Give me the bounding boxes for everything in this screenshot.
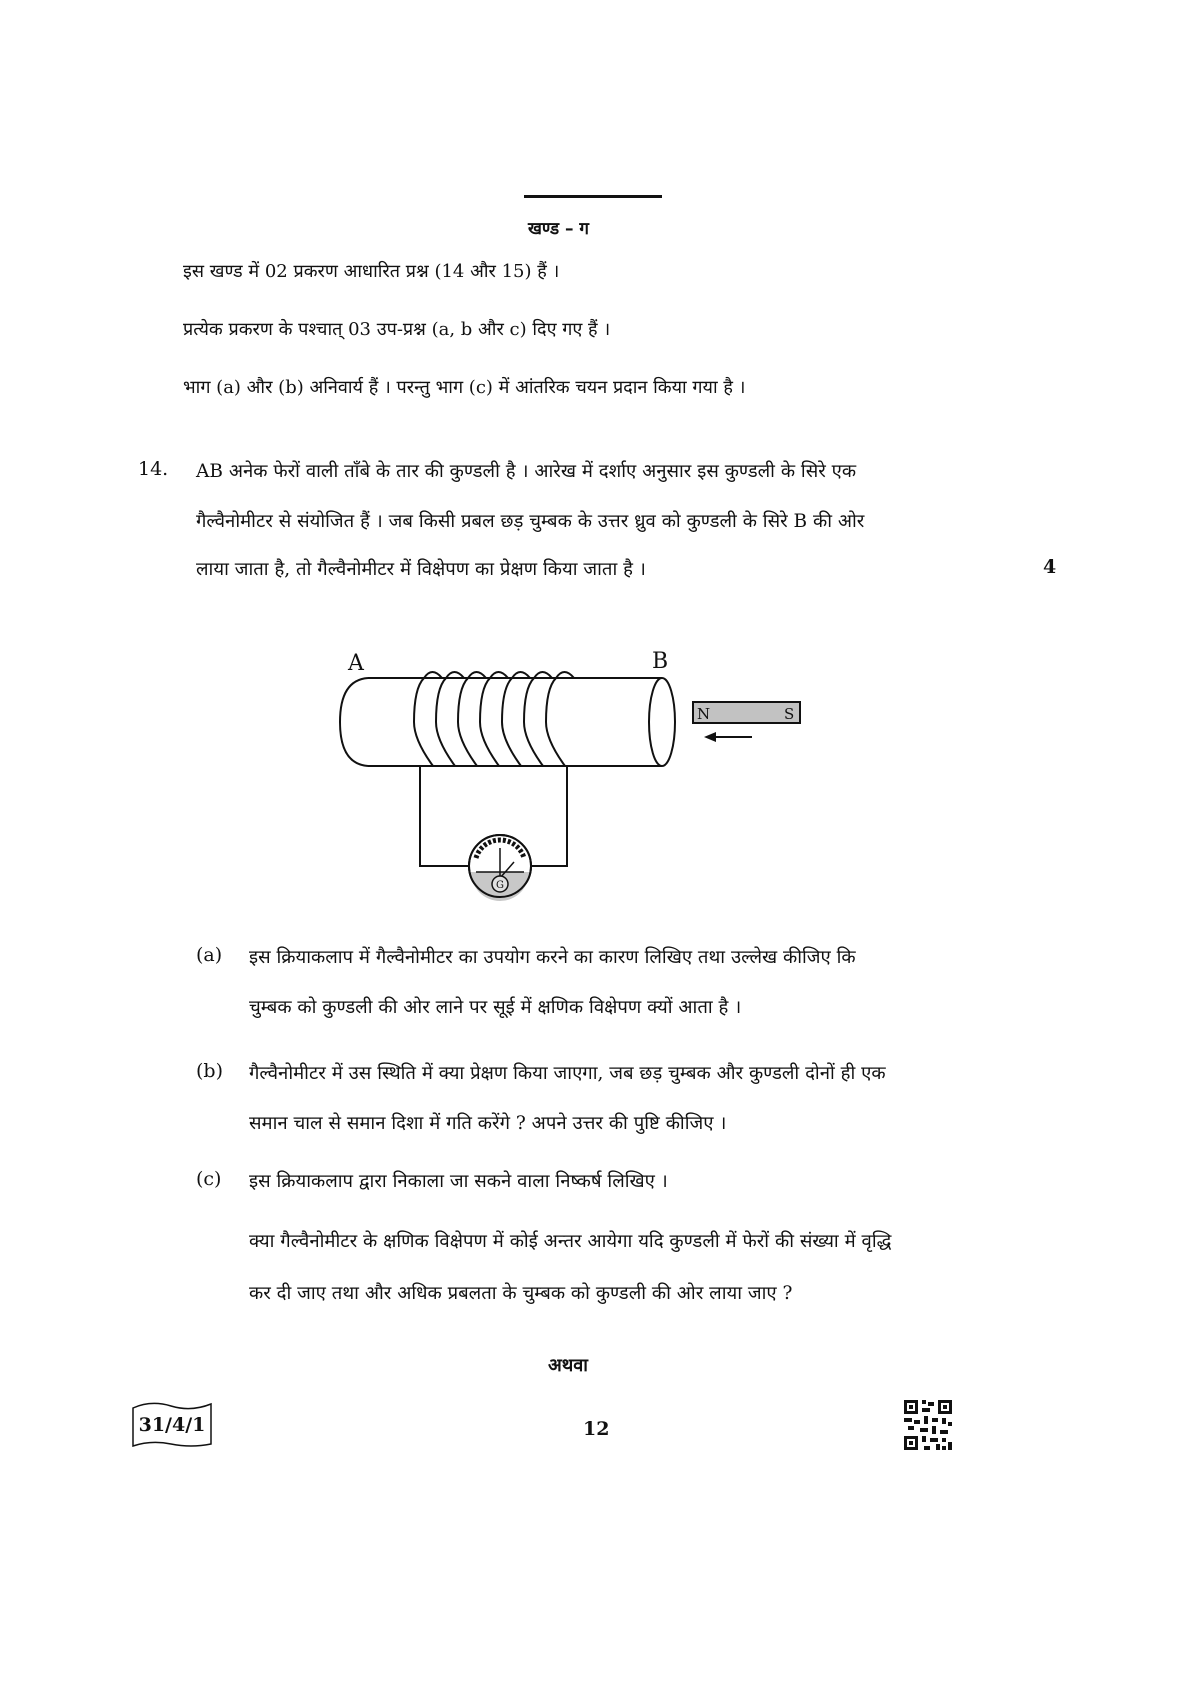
- section-instruction: इस खण्ड में 02 प्रकरण आधारित प्रश्न (14 और 15) हैं ।: [183, 261, 560, 282]
- magnet-north-label: N: [697, 705, 711, 723]
- bar-magnet: [693, 702, 800, 723]
- paper-code-badge: [131, 1398, 213, 1448]
- subpart-b-text: गैल्वैनोमीटर में उस स्थिति में क्या प्रेक्षण किया जाएगा, जब छड़ चुम्बक और कुण्डली दोनों ही एक: [249, 1063, 886, 1084]
- question-marks: 4: [1043, 556, 1057, 578]
- subpart-c-text: इस क्रियाकलाप द्वारा निकाला जा सकने वाला निष्कर्ष लिखिए ।: [249, 1171, 668, 1192]
- subpart-label-b: (b): [196, 1060, 223, 1082]
- coil-end-b-label: B: [652, 649, 669, 674]
- subpart-b-text: समान चाल से समान दिशा में गति करेंगे ? अपने उत्तर की पुष्टि कीजिए ।: [249, 1113, 727, 1134]
- subpart-c-text: क्या गैल्वैनोमीटर के क्षणिक विक्षेपण में कोई अन्तर आयेगा यदि कुण्डली में फेरों की संख्या में वृद्धि: [249, 1231, 892, 1252]
- svg-text:G: G: [496, 880, 504, 891]
- subpart-label-c: (c): [196, 1168, 222, 1190]
- subpart-a-text: चुम्बक को कुण्डली की ओर लाने पर सूई में क्षणिक विक्षेपण क्यों आता है ।: [249, 997, 742, 1018]
- section-title: खण्ड – ग: [528, 219, 589, 239]
- question-text-line: AB अनेक फेरों वाली ताँबे के तार की कुण्डली है । आरेख में दर्शाए अनुसार इस कुण्डली के सिरे एक: [196, 461, 857, 482]
- coil-end-a-label: A: [348, 651, 364, 676]
- magnet-south-label: S: [784, 705, 795, 723]
- coil-turns: [414, 672, 574, 766]
- page-number: 12: [583, 1418, 610, 1440]
- subpart-a-text: इस क्रियाकलाप में गैल्वैनोमीटर का उपयोग करने का कारण लिखिए तथा उल्लेख कीजिए कि: [249, 947, 856, 968]
- question-text-line: लाया जाता है, तो गैल्वैनोमीटर में विक्षेपण का प्रेक्षण किया जाता है ।: [196, 559, 646, 580]
- subpart-c-text: कर दी जाए तथा और अधिक प्रबलता के चुम्बक को कुण्डली की ओर लाया जाए ?: [249, 1283, 793, 1304]
- question-text-line: गैल्वैनोमीटर से संयोजित हैं । जब किसी प्रबल छड़ चुम्बक के उत्तर ध्रुव को कुण्डली के सिरे B की ओर: [196, 511, 865, 532]
- qr-code-icon: [904, 1400, 952, 1450]
- paper-code: 31/4/1: [138, 1414, 206, 1436]
- subpart-label-a: (a): [196, 944, 223, 966]
- section-top-rule: [524, 195, 662, 198]
- galvanometer-icon: [469, 835, 531, 901]
- section-instruction: भाग (a) और (b) अनिवार्य हैं । परन्तु भाग (c) में आंतरिक चयन प्रदान किया गया है ।: [183, 377, 746, 398]
- or-label: अथवा: [548, 1355, 588, 1376]
- question-number: 14.: [138, 458, 169, 480]
- coil-galvanometer-diagram: [300, 640, 820, 910]
- section-instruction: प्रत्येक प्रकरण के पश्चात् 03 उप-प्रश्न (a, b और c) दिए गए हैं ।: [183, 319, 611, 340]
- arrow-left-icon: [704, 732, 752, 742]
